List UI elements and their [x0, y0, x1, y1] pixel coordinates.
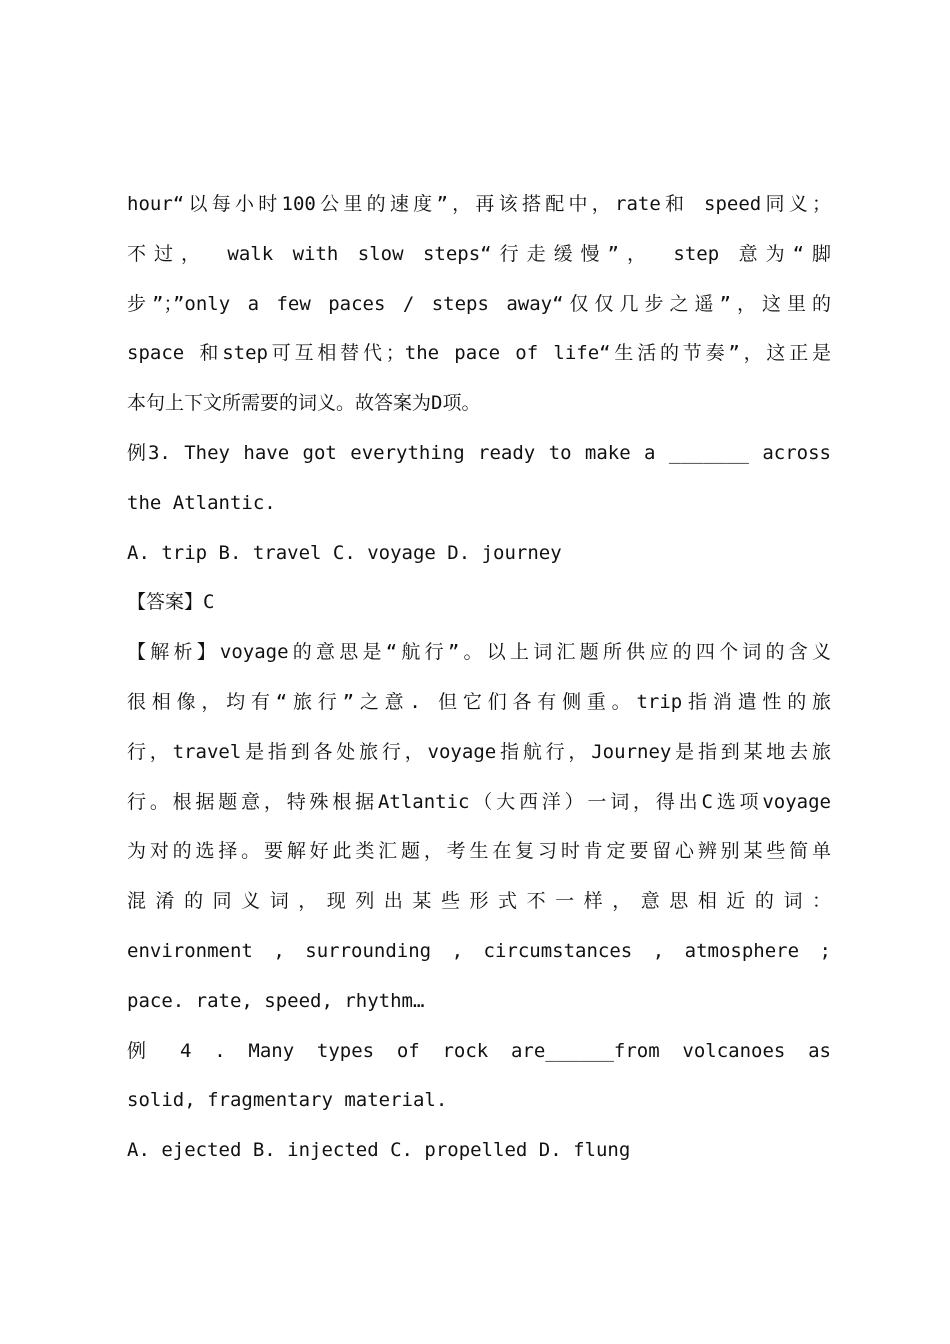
text-line: 不过， walk with slow steps“行走缓慢”， step 意为“脚 [127, 242, 831, 265]
example-3-question: 例3. They have got everything ready to make a _______ across [127, 441, 831, 464]
text-line: space 和step可互相替代；the pace of life“生活的节奏”，这正是 [127, 342, 831, 365]
example-4-question-cont: solid, fragmentary material. [127, 1089, 448, 1112]
text-line: 步”；”only a few paces / steps away“仅仅几步之遥”，这里的 [127, 292, 831, 315]
example-3-question-cont: the Atlantic. [127, 491, 276, 514]
example-3-answer: 【答案】C [127, 591, 215, 614]
text-line: 很相像，均有“旅行”之意. 但它们各有侧重。trip指消遣性的旅 [127, 690, 831, 713]
example-4-options: A. ejected B. injected C. propelled D. flung [127, 1139, 631, 1162]
text-line: environment , surrounding , circumstances , atmosphere ; [127, 939, 831, 962]
text-line: 行，travel是指到各处旅行，voyage指航行，Journey是指到某地去旅 [127, 740, 831, 763]
example-3-analysis: 【解析】voyage的意思是“航行”。以上词汇题所供应的四个词的含义 [127, 641, 831, 664]
text-line: 为对的选择。要解好此类汇题，考生在复习时肯定要留心辨别某些简单 [127, 840, 831, 863]
text-line: hour“以每小时100公里的速度”，再该搭配中，rate和 speed同义； [127, 193, 831, 215]
text-line: pace. rate, speed, rhythm… [127, 989, 425, 1012]
text-line: 混淆的同义词，现列出某些形式不一样，意思相近的词： [127, 890, 831, 913]
example-4-question: 例 4 . Many types of rock are______from volcanoes as [127, 1039, 831, 1062]
document-body [127, 180, 831, 1176]
text-line: 本句上下文所需要的词义。故答案为D项。 [127, 392, 481, 415]
text-line: 行。根据题意，特殊根据Atlantic（大西洋）一词，得出C选项voyage [127, 790, 831, 813]
example-3-options: A. trip B. travel C. voyage D. journey [127, 541, 562, 564]
